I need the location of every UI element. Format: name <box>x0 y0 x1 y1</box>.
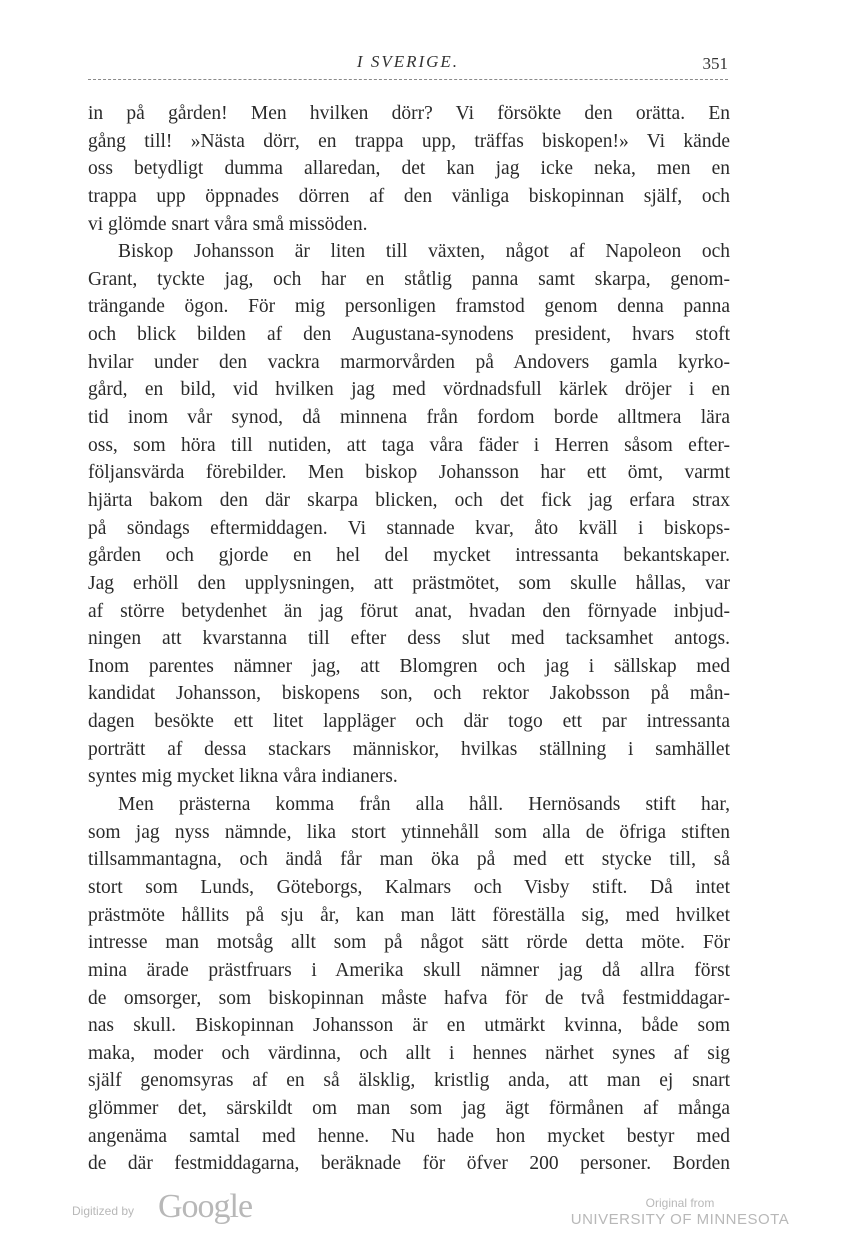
text-line: dagen besökte ett litet lappläger och där togo ett par intressanta <box>88 711 730 733</box>
digitized-by-label: Digitized by <box>72 1204 135 1218</box>
google-logo: Google <box>158 1188 253 1225</box>
text-line: trängande ögon. För mig personligen framstod genom denna panna <box>88 296 730 318</box>
running-title: I SVERIGE. <box>356 52 460 71</box>
original-from-watermark <box>560 1196 800 1230</box>
text-line: tid inom vår synod, då minnena från fordom borde alltmera lära <box>88 407 730 429</box>
header-rule <box>88 79 728 80</box>
running-head <box>88 52 728 82</box>
text-line: stort som Lunds, Göteborgs, Kalmars och Visby stift. Då intet <box>88 876 730 898</box>
text-line: tillsammantagna, och ändå får man öka på med ett stycke till, så <box>88 849 730 871</box>
original-from-label: Original from <box>645 1196 715 1210</box>
text-line: hvilar under den vackra marmorvården på Andovers gamla kyrko- <box>88 351 730 373</box>
text-line: glömmer det, särskildt om man som jag ägt förmånen af många <box>88 1098 730 1120</box>
institution-name: UNIVERSITY OF MINNESOTA <box>570 1211 790 1228</box>
text-line: Inom parentes nämner jag, att Blomgren och jag i sällskap med <box>88 655 730 677</box>
text-line: angenäma samtal med henne. Nu hade hon mycket bestyr med <box>88 1125 730 1147</box>
text-line: följansvärda förebilder. Men biskop Johansson har ett ömt, varmt <box>88 462 730 484</box>
text-line: på söndags eftermiddagen. Vi stannade kvar, åto kväll i biskops- <box>88 517 730 539</box>
text-line: själf genomsyras af en så älsklig, kristlig anda, att man ej snart <box>88 1070 730 1092</box>
text-line: de omsorger, som biskopinnan måste hafva för de två festmiddagar- <box>88 987 730 1009</box>
text-line: gården och gjorde en hel del mycket intressanta bekantskaper. <box>88 545 730 567</box>
text-line: kandidat Johansson, biskopens son, och rektor Jakobsson på mån- <box>88 683 730 705</box>
text-line: porträtt af dessa stackars människor, hvilkas ställning i samhället <box>88 738 730 760</box>
text-line: af större betydenhet än jag förut anat, hvadan den förnyade inbjud- <box>88 600 730 622</box>
text-line: intresse man motsåg allt som på något sätt rörde detta möte. För <box>88 932 730 954</box>
text-line: Grant, tyckte jag, och har en ståtlig panna samt skarpa, genom- <box>88 268 730 290</box>
text-line: hjärta bakom den där skarpa blicken, och det fick jag erfara strax <box>88 489 730 511</box>
text-line: in på gården! Men hvilken dörr? Vi försökte den orätta. En <box>88 103 730 124</box>
text-line: gång till! »Nästa dörr, en trappa upp, träffas biskopen!» Vi kände <box>88 130 730 152</box>
text-line: de där festmiddagarna, beräknade för öfver 200 personer. Borden <box>88 1153 730 1175</box>
text-line: prästmöte hållits på sju år, kan man lätt föreställa sig, med hvilket <box>88 904 730 926</box>
text-line: gård, en bild, vid hvilken jag med vördnadsfull kärlek dröjer i en <box>88 379 730 401</box>
text-line: nas skull. Biskopinnan Johansson är en utmärkt kvinna, både som <box>88 1015 730 1037</box>
page-number: 351 <box>702 54 728 73</box>
text-line: Men prästerna komma från alla håll. Hernösands stift har, <box>118 794 730 816</box>
text-line: syntes mig mycket likna våra indianers. <box>88 766 398 788</box>
text-line: Jag erhöll den upplysningen, att prästmötet, som skulle hållas, var <box>88 572 730 594</box>
text-line: och blick bilden af den Augustana-synodens president, hvars stoft <box>88 324 730 346</box>
text-line: som jag nyss nämnde, lika stort ytinnehåll som alla de öfriga stiften <box>88 821 730 843</box>
text-line: oss, som höra till nutiden, att taga våra fäder i Herren såsom efter- <box>88 434 730 456</box>
body-text <box>88 100 730 1178</box>
text-line: maka, moder och värdinna, och allt i hennes närhet synes af sig <box>88 1042 730 1064</box>
text-line: Biskop Johansson är liten till växten, något af Napoleon och <box>118 241 730 263</box>
text-line: ningen att kvarstanna till efter dess slut med tacksamhet antogs. <box>88 628 730 650</box>
text-line: mina ärade prästfruars i Amerika skull nämner jag då allra först <box>88 959 730 981</box>
text-line: oss betydligt dumma allaredan, det kan jag icke neka, men en <box>88 158 730 180</box>
text-line: trappa upp öppnades dörren af den vänliga biskopinnan själf, och <box>88 185 730 207</box>
text-line: vi glömde snart våra små missöden. <box>88 213 368 235</box>
